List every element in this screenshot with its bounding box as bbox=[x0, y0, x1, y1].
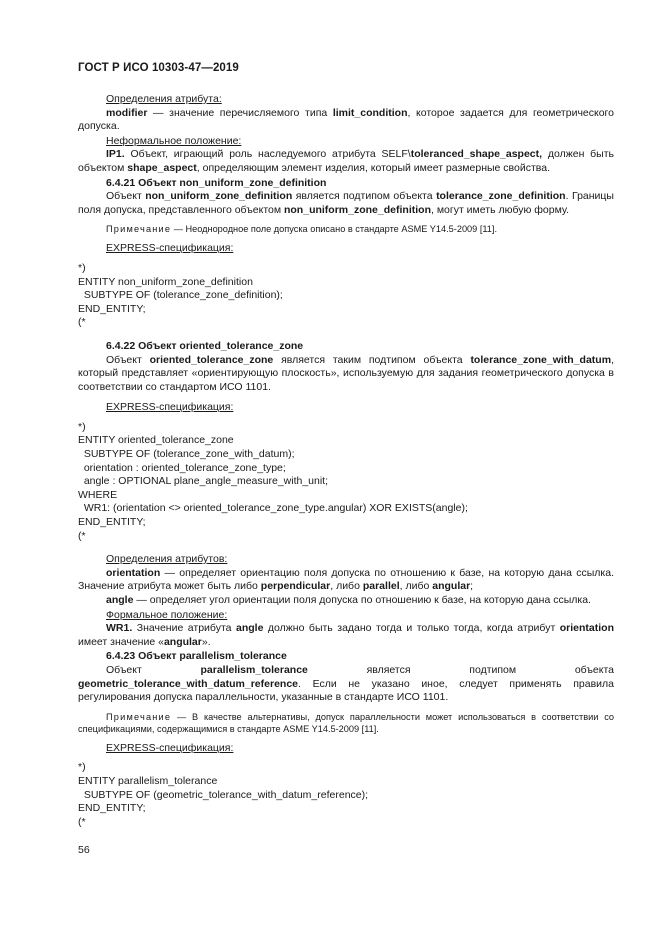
note-2: Примечание — В качестве альтернативы, допуск параллельности может использоваться в соответствии со спецификациями, содержащимися в стандарте ASME Y14.5-2009 [11]. bbox=[78, 711, 614, 734]
orientation-paragraph: orientation — определяет ориентацию поля допуска по отношению к базе, на которую дана ссылка. Значение атрибута может быть либо perpendicular, либо parallel, либо angular; bbox=[78, 566, 614, 593]
formal-label: Формальное положение: bbox=[106, 608, 228, 621]
section-heading-6421: 6.4.21 Объект non_uniform_zone_definition bbox=[106, 176, 327, 189]
modifier-paragraph: modifier — значение перечисляемого типа limit_condition, которое задается для геометрического допуска. bbox=[78, 106, 614, 133]
page-header: ГОСТ Р ИСО 10303-47—2019 bbox=[78, 62, 239, 74]
express-code-1: *) ENTITY non_uniform_zone_definition SUBTYPE OF (tolerance_zone_definition); END_ENTITY; (* bbox=[78, 261, 283, 329]
attr-def-label: Определения атрибута: bbox=[106, 93, 222, 105]
section-heading-6423: 6.4.23 Объект parallelism_tolerance bbox=[106, 650, 287, 663]
express-label: EXPRESS-спецификация: bbox=[106, 242, 234, 255]
express-code-2: *) ENTITY oriented_tolerance_zone SUBTYPE OF (tolerance_zone_with_datum); orientation : oriented_tolerance_zone_type; angle : OPTIONAL plane_angle_measure_with_unit; WHERE WR1: (orientation <> oriented_tolerance_zone_type.angular) XOR EXISTS(angle); END_ENTITY; (* bbox=[78, 420, 468, 542]
wr1-paragraph: WR1. Значение атрибута angle должно быть задано тогда и только тогда, когда атрибут orientation имеет значение «angular». bbox=[78, 622, 614, 648]
express-label: EXPRESS-спецификация: bbox=[106, 401, 234, 414]
attr-defs-label: Определения атрибутов: bbox=[106, 553, 228, 566]
note-1: Примечание — Неоднородное поле допуска описано в стандарте ASME Y14.5-2009 [11]. bbox=[106, 224, 498, 235]
p-6423: Объект parallelism_tolerance является подтипом объекта geometric_tolerance_with_datum_reference. Если не указано иное, следует применять правила регулирования допуска параллельности, указанные в стандарте ИСО 1101. bbox=[78, 663, 614, 704]
section-heading-6422: 6.4.22 Объект oriented_tolerance_zone bbox=[106, 339, 304, 352]
page-number: 56 bbox=[78, 844, 90, 856]
p-6422: Объект oriented_tolerance_zone является таким подтипом объекта tolerance_zone_with_datum, который представляет «ориентирующую плоскость», используемую для задания геометрического допуска в соответствии со стандартом ИСО 1101. bbox=[78, 353, 614, 393]
angle-paragraph: angle — определяет угол ориентации поля допуска по отношению к базе, на которую дана ссылка. bbox=[106, 594, 591, 606]
ip1-paragraph: IP1. Объект, играющий роль наследуемого атрибута SELF\toleranced_shape_aspect, должен быть объектом shape_aspect, определяющим элемент изделия, который имеет размерные свойства. bbox=[78, 148, 615, 174]
express-code-3: *) ENTITY parallelism_tolerance SUBTYPE OF (geometric_tolerance_with_datum_reference); END_ENTITY; (* bbox=[78, 761, 369, 828]
express-label: EXPRESS-спецификация: bbox=[106, 741, 234, 754]
p-6421: Объект non_uniform_zone_definition является подтипом объекта tolerance_zone_definition. Границы поля допуска, представленного объектом non_uniform_zone_definition, могут иметь любую форму. bbox=[78, 190, 614, 216]
informal-label: Неформальное положение: bbox=[106, 134, 242, 147]
document-body bbox=[78, 92, 614, 829]
